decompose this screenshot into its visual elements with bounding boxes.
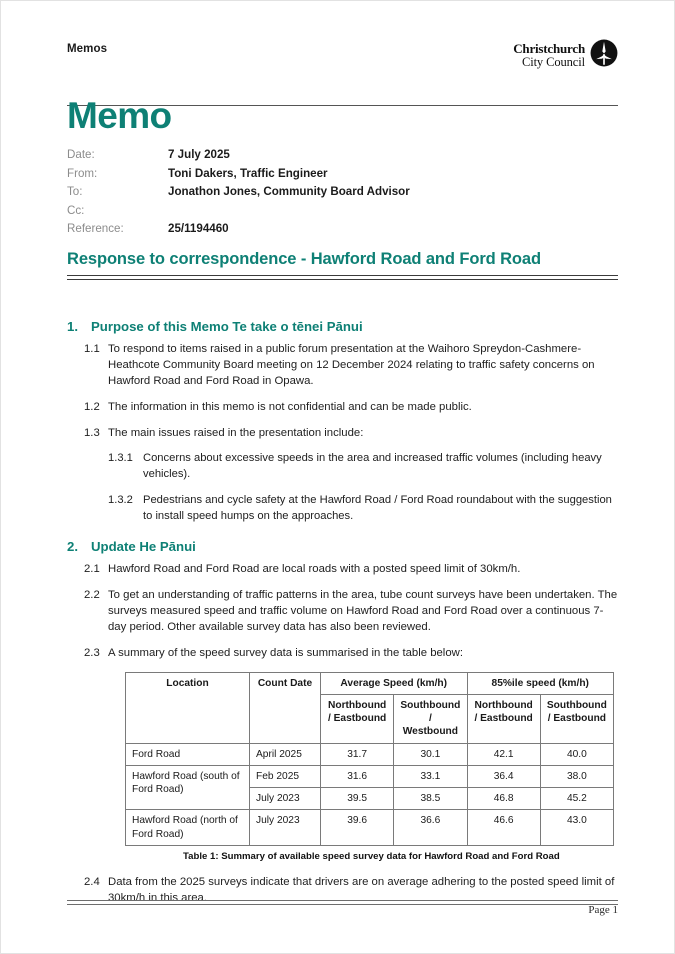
cell-location: Hawford Road (south of Ford Road): [126, 765, 250, 810]
cell-avg-ne: 31.7: [321, 743, 394, 765]
meta-value-date: 7 July 2025: [168, 148, 230, 161]
paragraph-1-3-1-number: 1.3.1: [108, 452, 133, 465]
table-head: [126, 672, 614, 743]
meta-row-date: [67, 148, 618, 167]
paragraph-1-1-number: 1.1: [84, 343, 100, 355]
meta-label-reference: Reference:: [67, 222, 124, 236]
footer-page-number: Page 1: [588, 904, 618, 916]
section-purpose: [67, 319, 618, 525]
table-caption: Table 1: Summary of available speed survey data for Hawford Road and Ford Road: [183, 850, 560, 862]
memo-metadata: [67, 148, 618, 241]
council-wordmark: [513, 42, 585, 70]
header-section-label: Memos: [67, 43, 108, 55]
paragraph-2-4-number: 2.4: [84, 875, 100, 888]
cell-p85-ne: 36.4: [467, 765, 540, 787]
paragraph-1-1: [67, 341, 618, 389]
paragraph-2-1: [67, 561, 618, 577]
cell-count-date: July 2023: [250, 810, 321, 846]
document-title-divider: [67, 275, 618, 280]
paragraph-1-3-text: The main issues raised in the presentation include:: [108, 427, 364, 440]
cell-p85-se: 45.2: [540, 788, 613, 810]
cell-p85-ne: 46.6: [467, 810, 540, 846]
page-content: [67, 1, 618, 953]
cell-avg-sw: 38.5: [394, 788, 467, 810]
paragraph-2-2-text: To get an understanding of traffic patterns in the area, tube count surveys have been undertaken. The surveys measured speed and traffic volume on Hawford Road and Ford Road over a continuous 7-day period. Other available survey data has also been reviewed.: [108, 589, 618, 634]
meta-row-cc: [67, 204, 618, 223]
table-row: [126, 765, 614, 787]
memo-body: [67, 319, 618, 920]
cell-avg-sw: 30.1: [394, 743, 467, 765]
meta-label-date: Date:: [67, 148, 95, 161]
cell-avg-sw: 33.1: [394, 765, 467, 787]
table-header-row-group: [126, 672, 614, 694]
table-row: [126, 810, 614, 846]
table-body: [126, 743, 614, 845]
table-row: [126, 743, 614, 765]
cell-avg-ne: 39.6: [321, 810, 394, 846]
meta-row-to: [67, 185, 618, 204]
header-85th-percentile-speed: 85%ile speed (km/h): [467, 672, 614, 694]
paragraph-1-2-text: The information in this memo is not confidential and can be made public.: [108, 401, 472, 414]
section-2-number: 2.: [67, 539, 78, 555]
paragraph-1-3-2-text: Pedestrians and cycle safety at the Hawford Road / Ford Road roundabout with the suggestion to install speed humps on the approaches.: [143, 494, 612, 523]
paragraph-2-3-number: 2.3: [84, 647, 100, 660]
section-2-title: Update He Pānui: [91, 539, 196, 555]
memo-heading: Memo: [67, 95, 172, 136]
header-count-date: Count Date: [250, 672, 321, 743]
meta-label-from: From:: [67, 166, 98, 180]
meta-label-to: To:: [67, 185, 83, 199]
document-title: Response to correspondence - Hawford Road and Ford Road: [67, 250, 541, 268]
header-avg-northbound-eastbound: Northbound / Eastbound: [321, 694, 394, 743]
paragraph-2-2: [67, 587, 618, 635]
meta-label-cc: Cc:: [67, 203, 85, 217]
paragraph-2-4-text: Data from the 2025 surveys indicate that drivers are on average adhering to the posted speed limit of 30km/h in this area.: [108, 875, 615, 904]
footer-divider: [67, 900, 618, 905]
paragraph-2-1-text: Hawford Road and Ford Road are local roads with a posted speed limit of 30km/h.: [108, 563, 521, 576]
paragraph-2-1-number: 2.1: [84, 563, 100, 576]
header-p85-southbound-eastbound: Southbound / Eastbound: [540, 694, 613, 743]
cell-count-date: Feb 2025: [250, 765, 321, 787]
header-average-speed: Average Speed (km/h): [321, 672, 468, 694]
speed-survey-table-wrapper: [125, 672, 614, 862]
cell-location: Hawford Road (north of Ford Road): [126, 810, 250, 846]
council-name-line1: Christchurch: [513, 40, 585, 56]
paragraph-1-3-number: 1.3: [84, 427, 100, 440]
paragraph-2-2-number: 2.2: [84, 589, 100, 602]
cell-p85-ne: 46.8: [467, 788, 540, 810]
section-1-heading: [67, 319, 618, 334]
cell-p85-se: 40.0: [540, 743, 613, 765]
paragraph-1-3: [67, 425, 618, 441]
meta-value-reference: 25/1194460: [168, 222, 229, 236]
paragraph-1-2-number: 1.2: [84, 401, 100, 414]
meta-row-reference: [67, 222, 618, 241]
paragraph-1-2: [67, 399, 618, 415]
meta-row-from: [67, 167, 618, 186]
paragraph-1-3-2: [67, 493, 618, 525]
paragraph-2-3-text: A summary of the speed survey data is summarised in the table below:: [108, 647, 463, 660]
cell-avg-ne: 31.6: [321, 765, 394, 787]
meta-value-to: Jonathon Jones, Community Board Advisor: [168, 185, 410, 199]
speed-survey-table: [125, 672, 614, 846]
paragraph-1-3-1: [67, 451, 618, 483]
paragraph-1-1-text: To respond to items raised in a public forum presentation at the Waihoro Spreydon-Cashmere-Heathcote Community Board meeting on 12 December 2024 relating to traffic safety concerns on Hawford Road and Ford Road in Opawa.: [108, 343, 595, 388]
header-location: Location: [126, 672, 250, 743]
cell-p85-ne: 42.1: [467, 743, 540, 765]
cell-avg-ne: 39.5: [321, 788, 394, 810]
cell-p85-se: 38.0: [540, 765, 613, 787]
section-1-number: 1.: [67, 319, 78, 334]
paragraph-1-3-1-text: Concerns about excessive speeds in the area and increased traffic volumes (including heavy vehicles).: [143, 452, 602, 481]
section-2-heading: [67, 539, 618, 554]
council-name-line2: City Council: [521, 54, 585, 69]
cell-count-date: April 2025: [250, 743, 321, 765]
cell-p85-se: 43.0: [540, 810, 613, 846]
meta-value-from: Toni Dakers, Traffic Engineer: [168, 166, 328, 180]
cell-count-date: July 2023: [250, 788, 321, 810]
header-p85-northbound-eastbound: Northbound / Eastbound: [467, 694, 540, 743]
christchurch-city-council-logo-icon: [590, 39, 618, 72]
header-avg-southbound-westbound: Southbound / Westbound: [394, 694, 467, 743]
paragraph-2-3: [67, 645, 618, 661]
paragraph-1-3-2-number: 1.3.2: [108, 494, 133, 507]
council-branding: [513, 39, 618, 72]
section-1-title: Purpose of this Memo Te take o tēnei Pānui: [91, 319, 363, 334]
page-header: [67, 39, 618, 75]
cell-location: Ford Road: [126, 743, 250, 765]
section-update: [67, 539, 618, 906]
cell-avg-sw: 36.6: [394, 810, 467, 846]
